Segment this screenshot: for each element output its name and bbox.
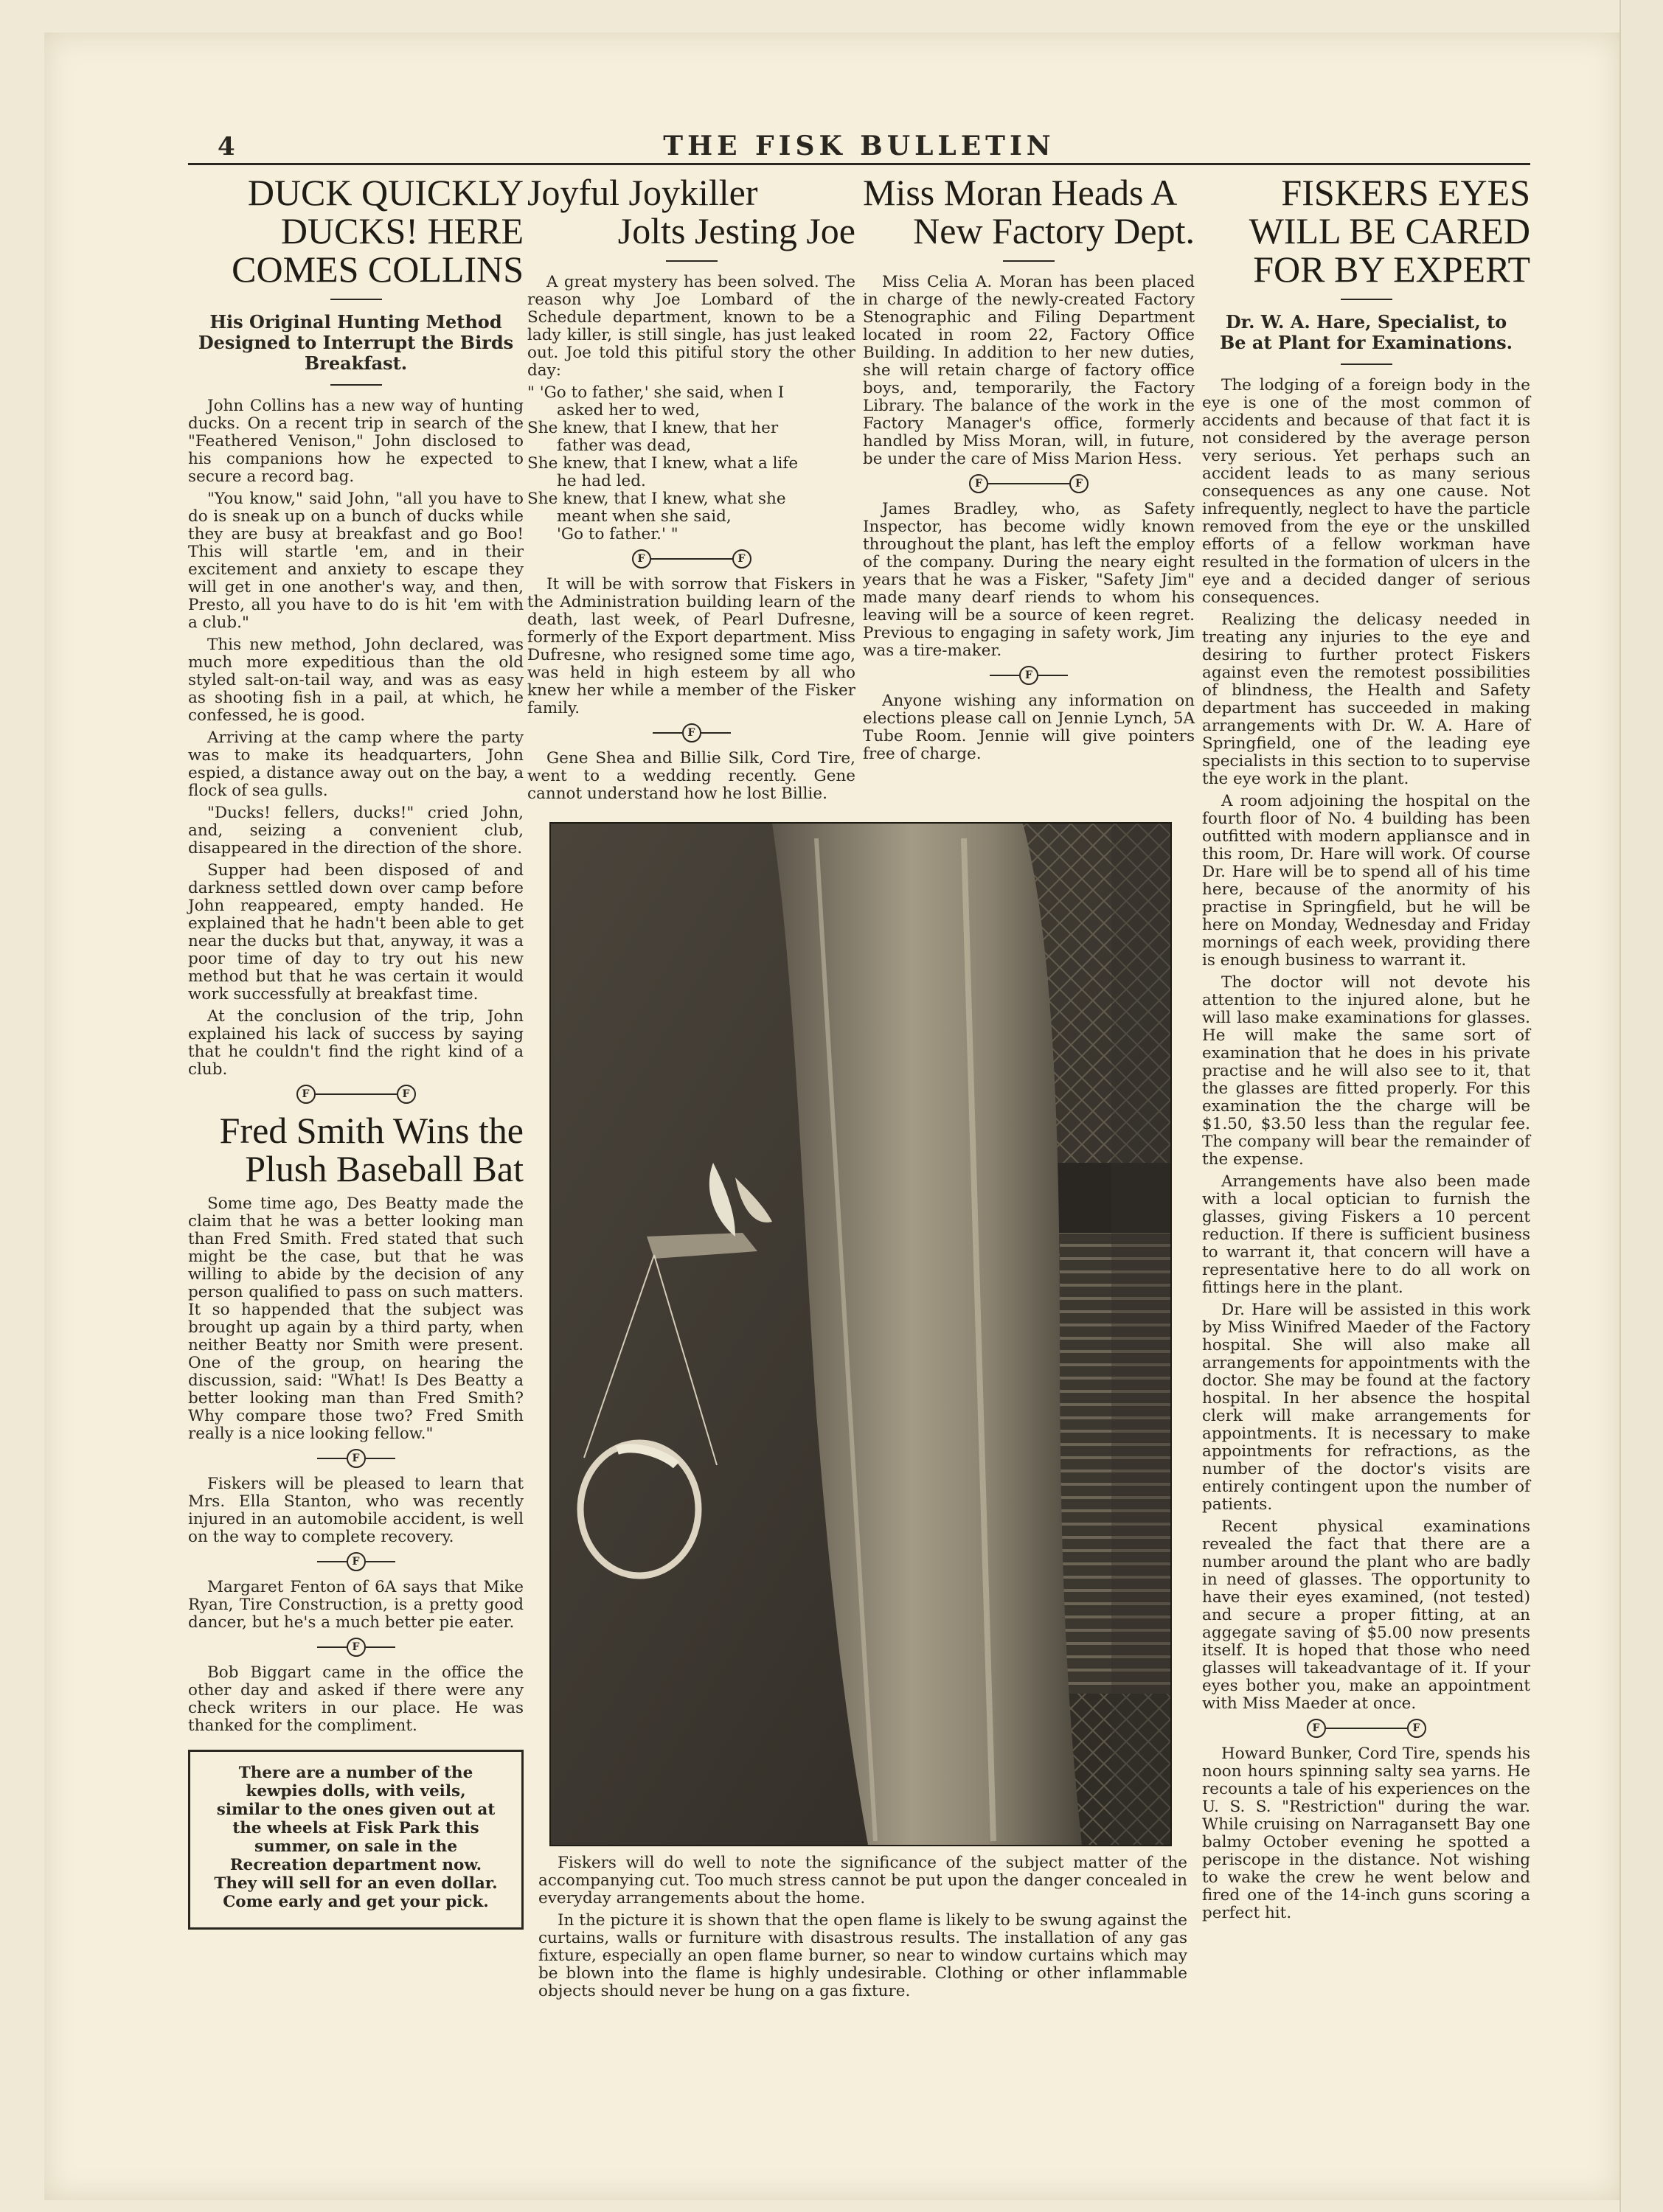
headline-miss-moran: Miss Moran Heads A New Factory Dept. — [863, 172, 1195, 251]
news-item: Gene Shea and Billie Silk, Cord Tire, went to a wedding recently. Gene cannot understand how he lost Billie. — [527, 749, 855, 803]
column-2 — [527, 173, 855, 807]
fisk-separator — [527, 723, 855, 742]
fisk-f-icon: F — [347, 1449, 366, 1468]
fisk-f-icon: F — [347, 1638, 366, 1657]
article-paragraph: Arrangements have also been made with a local optician to furnish the glasses, giving Fiskers a 10 percent reduction. If there is sufficient business to warrant it, that concern will have a representative here to do all work on fittings here in the plant. — [1202, 1172, 1530, 1297]
fisk-separator — [188, 1449, 524, 1468]
photo-illustration — [551, 824, 1170, 1845]
fisk-f-icon: F — [632, 549, 651, 568]
poem — [527, 384, 855, 543]
fisk-separator — [188, 1085, 524, 1104]
fisk-separator — [188, 1552, 524, 1571]
news-item: Margaret Fenton of 6A says that Mike Ryan, Tire Construction, is a pretty good dancer, but he's a much better pie eater. — [188, 1578, 524, 1632]
publication-title: THE FISK BULLETIN — [663, 131, 1055, 161]
news-item: James Bradley, who, as Safety Inspector, has become widly known throughout the plant, has left the employ of the company. During the neary eight years that he was a Fisker, "Safety Jim" made many dearf riends to whom his leaving will be a source of keen regret. Previous to engaging in safety work, Jim was a tire-maker. — [863, 500, 1195, 660]
fisk-f-icon: F — [732, 549, 751, 568]
page-number: 4 — [218, 132, 235, 161]
fisk-separator — [863, 474, 1195, 493]
headline-joyful-joykiller: Joyful Joykiller Jolts Jesting Joe — [527, 172, 855, 251]
poem-line: She knew, that I knew, what she — [527, 490, 786, 508]
fisk-separator — [188, 1638, 524, 1657]
news-item: It will be with sorrow that Fiskers in the Administration building learn of the death, last week, of Pearl Dufresne, formerly of the Export department. Miss Dufresne, who resigned some time ago, was held in high esteem by all who knew her while a member of the Fisker family. — [527, 575, 855, 717]
news-item: Fiskers will be pleased to learn that Mrs. Ella Stanton, who was recently injured in an automobile accident, is well on the way to complete recovery. — [188, 1475, 524, 1546]
fisk-separator — [1202, 1719, 1530, 1738]
subhead-rule — [330, 384, 382, 386]
fisk-f-icon: F — [296, 1085, 316, 1104]
headline-fred-smith: Fred Smith Wins the Plush Baseball Bat — [219, 1110, 524, 1189]
fisk-f-icon: F — [1069, 474, 1089, 493]
poem-line: 'Go to father.' " — [557, 525, 678, 543]
poem-line: asked her to wed, — [557, 401, 701, 420]
poem-line: meant when she said, — [557, 507, 732, 526]
article-paragraph: John Collins has a new way of hunting ducks. On a recent trip in search of the "Feathered Venison," John disclosed to his companions how he expected to secure a record bag. — [188, 397, 524, 486]
fisk-f-icon: F — [1019, 666, 1038, 685]
news-item: Anyone wishing any information on elections please call on Jennie Lynch, 5A Tube Room. Jennie will give pointers free of charge. — [863, 692, 1195, 763]
fisk-f-icon: F — [347, 1552, 366, 1571]
article-paragraph: Miss Celia A. Moran has been placed in charge of the newly-created Factory Stenographic and Filing Department located in room 22, Factory Office Building. In addition to her new duties, she will retain charge of factory office boys, and, temporarily, the Factory Library. The balance of the work in the Factory Manager's office, formerly handled by Miss Moran, will, in future, be under the care of Miss Marion Hess. — [863, 273, 1195, 468]
article-paragraph: Realizing the delicasy needed in treating any injuries to the eye and desiring to further protect Fiskers against even the remotest possibilities of blindness, the Health and Safety department has succeeded in making arrangements with Dr. W. A. Hare of Springfield, one of the leading eye specialists in this section to to supervise the eye work in the plant. — [1202, 611, 1530, 788]
poem-line: " 'Go to father,' she said, when I — [527, 383, 785, 402]
fisk-f-icon: F — [1407, 1719, 1426, 1738]
fisk-separator — [863, 666, 1195, 685]
article-paragraph: Supper had been disposed of and darkness settled down over camp before John reappeared, empty handed. He explained that he hadn't been able to get near the ducks but that, anyway, it was a poor time of day to try out his new method but that he was certain it would work successfully at breakfast time. — [188, 861, 524, 1004]
news-item: Bob Biggart came in the office the other day and asked if there were any check writers in our place. He was thanked for the compliment. — [188, 1663, 524, 1735]
poem-line: father was dead, — [557, 437, 692, 455]
column-3 — [863, 173, 1195, 768]
kewpie-notice-box — [188, 1750, 524, 1930]
news-item: Howard Bunker, Cord Tire, spends his noon hours spinning salty sea yarns. He recounts a tale of his experiences on the U. S. S. "Restriction" during the war. While cruising on Narragansett Bay one balmy October evening he spotted a periscope in the distance. Not wishing to wake the crew he went below and fired one of the 14-inch guns scoring a perfect hit. — [1202, 1745, 1530, 1922]
fisk-f-icon: F — [969, 474, 988, 493]
caption-paragraph: Fiskers will do well to note the significance of the subject matter of the accompanying cut. Too much stress cannot be put upon the danger concealed in everyday arrangements about the home. — [538, 1854, 1187, 1907]
masthead — [188, 129, 1530, 165]
fisk-separator — [527, 549, 855, 568]
article-paragraph: Some time ago, Des Beatty made the claim that he was a better looking man than Fred Smith. Fred stated that such might be the case, but that he was willing to abide by the decision of any person qualified to pass on such matters. It so happended that the subject was brought up again by a third party, when neither Beatty nor Smith were present. One of the group, on hearing the discussion, said: "What! Is Des Beatty a better looking man than Fred Smith? Why compare those two? Fred Smith really is a nice looking fellow." — [188, 1194, 524, 1443]
subheadline: Dr. W. A. Hare, Specialist, to Be at Plant for Examinations. — [1219, 311, 1513, 353]
poem-line: She knew, that I knew, what a life — [527, 454, 799, 473]
article-paragraph: Arriving at the camp where the party was to make its headquarters, John espied, a distance away out on the bay, a flock of sea gulls. — [188, 728, 524, 800]
headline-rule — [330, 299, 382, 300]
kewpie-notice: There are a number of the kewpies dolls, with veils, similar to the ones given out at the wheels at Fisk Park this summer, on sale in the Recreation department now. They will sell for an even dollar. Come early and get your pick. — [214, 1764, 498, 1911]
article-paragraph: Dr. Hare will be assisted in this work by Miss Winifred Maeder of the Factory hospital. She will also make all arrangements for appointments with the doctor. She may be found at the factory hospital. In her absence the hospital clerk will make arrangements for appointments. It is necessary to make appointments for refractions, as the number of the doctor's visits are entirely contingent upon the number of patients. — [1202, 1301, 1530, 1514]
fisk-f-icon: F — [397, 1085, 416, 1104]
fisk-f-icon: F — [682, 723, 701, 742]
column-1 — [188, 173, 524, 1930]
article-paragraph: A great mystery has been solved. The reason why Joe Lombard of the Schedule department, known to be a lady killer, is still single, has just leaked out. Joe told this pitiful story the other day: — [527, 273, 855, 380]
poem-line: he had led. — [557, 472, 646, 490]
article-paragraph: This new method, John declared, was much more expeditious than the old styled salt-on-tail way, and was as easy as shooting fish in a pail, at which, he confessed, he is good. — [188, 636, 524, 725]
headline-duck-quickly: DUCK QUICKLY DUCKS! HERE COMES COLLINS — [232, 172, 524, 290]
photo-caption — [538, 1854, 1187, 2005]
article-paragraph: The doctor will not devote his attention to the injured alone, but he will laso make examinations for glasses. He will make the same sort of examination that he does in his private practise and he will also see to it, that the glasses are fitted properly. For this examination the the charge will be $1.50, $3.50 less than the regular fee. The company will bear the remainder of the expense. — [1202, 973, 1530, 1169]
article-paragraph: At the conclusion of the trip, John explained his lack of success by saying that he couldn't find the right kind of a club. — [188, 1007, 524, 1079]
column-4 — [1202, 173, 1530, 1927]
headline-rule — [666, 260, 718, 262]
headline-rule — [1341, 299, 1392, 300]
poem-line: She knew, that I knew, that her — [527, 419, 779, 437]
page-edge — [1619, 0, 1663, 2212]
article-paragraph: The lodging of a foreign body in the eye is one of the most common of accidents and because of that fact it is not considered by the average person very serious. Yet perhaps such an accident leads to as many serious consequences as any one cause. Not infrequently, neglect to have the particle removed from the eye or the unskilled efforts of a fellow workman have resulted in the formation of ulcers in the eye and a decided danger of serious consequences. — [1202, 376, 1530, 607]
article-paragraph: "Ducks! fellers, ducks!" cried John, and, seizing a convenient club, disappeared in the direction of the shore. — [188, 804, 524, 858]
article-paragraph: A room adjoining the hospital on the fourth floor of No. 4 building has been outfitted with modern appliansce and in this room, Dr. Hare will work. Of course Dr. Hare will be to spend all of his time here, because of the anormity of his practise in Springfield, but he will be here on Monday, Wednesday and Friday mornings of each week, providing there is enough business to warrant it. — [1202, 792, 1530, 970]
fisk-f-icon: F — [1307, 1719, 1326, 1738]
headline-fiskers-eyes: FISKERS EYES WILL BE CARED FOR BY EXPERT — [1249, 172, 1530, 290]
caption-paragraph: In the picture it is shown that the open flame is likely to be swung against the curtains, walls or furniture with disastrous results. The installation of any gas fixture, especially an open flame burner, so near to window curtains which may be blown into the flame is highly undesirable. Clothing or other inflammable objects should never be hung on a gas fixture. — [538, 1911, 1187, 2000]
subhead-rule — [1341, 364, 1392, 365]
article-paragraph: "You know," said John, "all you have to do is sneak up on a bunch of ducks while they are busy at breakfast and go Boo! This will startle 'em, and in their excitement and anxiety to escape they will get in one another's way, and then, Presto, all you have to do is hit 'em with a club." — [188, 490, 524, 632]
article-paragraph: Recent physical examinations revealed the fact that there are a number around the plant who are badly in need of glasses. The opportunity to have their eyes examined, (not tested) and secure a proper fitting, at an aggegate saving of $5.00 now presents itself. It is hoped that those who need glasses will takeadvantage of it. If your eyes bother you, make an appointment with Miss Maeder at once. — [1202, 1517, 1530, 1713]
gas-fixture-curtain-photo — [549, 822, 1172, 1846]
headline-rule — [1003, 260, 1055, 262]
subheadline: His Original Hunting Method Designed to Interrupt the Birds Breakfast. — [198, 311, 514, 374]
